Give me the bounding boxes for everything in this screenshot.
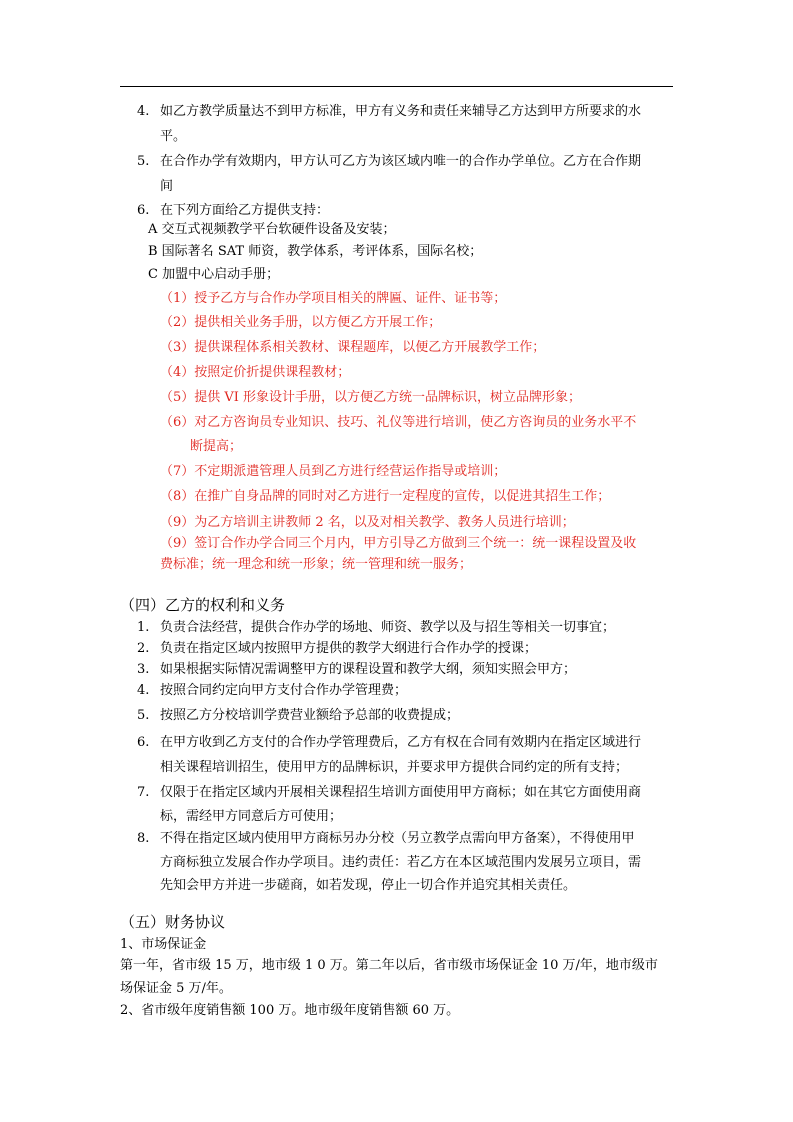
list-item-text: 按照合同约定向甲方支付合作办学管理费； bbox=[160, 683, 408, 698]
support-option: A 交互式视频教学平台软硬件设备及安装； bbox=[148, 222, 396, 237]
list-item-text: 平。 bbox=[160, 129, 187, 144]
list-number: 4. bbox=[137, 104, 150, 119]
list-item-text: 负责在指定区域内按照甲方提供的教学大纲进行合作办学的授课； bbox=[160, 641, 538, 656]
list-item-text: 仅限于在指定区域内开展相关课程招生培训方面使用甲方商标；如在其它方面使用商 bbox=[160, 785, 642, 800]
list-number: 3. bbox=[137, 662, 150, 677]
manual-item: （1）授予乙方与合作办学项目相关的牌匾、证件、证书等； bbox=[160, 291, 507, 306]
list-item-text: 在合作办学有效期内，甲方认可乙方为该区域内唯一的合作办学单位。乙方在合作期 bbox=[160, 154, 642, 169]
list-item-text: 在下列方面给乙方提供支持： bbox=[160, 203, 330, 218]
body-text: 2、省市级年度销售额 100 万。地市级年度销售额 60 万。 bbox=[120, 1003, 460, 1018]
list-number: 5. bbox=[137, 708, 150, 723]
list-item-text: 间 bbox=[160, 179, 174, 194]
manual-item: （3）提供课程体系相关教材、课程题库，以便乙方开展教学工作； bbox=[160, 340, 546, 355]
manual-item: 费标准；统一理念和统一形象；统一管理和统一服务； bbox=[160, 557, 473, 572]
manual-item: （4）按照定价折提供课程教材； bbox=[160, 365, 351, 380]
support-option: B 国际著名 SAT 师资，教学体系，考评体系，国际名校； bbox=[148, 244, 483, 259]
support-option: C 加盟中心启动手册； bbox=[148, 267, 280, 282]
list-number: 5. bbox=[137, 154, 150, 169]
list-item-text: 相关课程培训招生，使用甲方的品牌标识，并要求甲方提供合同约定的所有支持； bbox=[160, 760, 629, 775]
list-number: 2. bbox=[137, 641, 150, 656]
manual-item: （9）签订合作办学合同三个月内，甲方引导乙方做到三个统一：统一课程设置及收 bbox=[160, 536, 637, 551]
manual-item: 断提高； bbox=[190, 439, 243, 454]
list-item-text: 如乙方教学质量达不到甲方标准，甲方有义务和责任来辅导乙方达到甲方所要求的水 bbox=[160, 104, 642, 119]
list-number: 8. bbox=[137, 831, 150, 846]
body-text: 1、市场保证金 bbox=[120, 937, 207, 952]
list-number: 1. bbox=[137, 620, 150, 635]
manual-item: （9）为乙方培训主讲教师 2 名，以及对相关教学、教务人员进行培训； bbox=[160, 515, 575, 530]
manual-item: （7）不定期派遣管理人员到乙方进行经营运作指导或培训； bbox=[160, 464, 507, 479]
list-item-text: 按照乙方分校培训学费营业额给予总部的收费提成； bbox=[160, 708, 460, 723]
list-item-text: 先知会甲方并进一步磋商，如若发现，停止一切合作并追究其相关责任。 bbox=[160, 878, 577, 893]
manual-item: （5）提供 VI 形象设计手册，以方便乙方统一品牌标识，树立品牌形象； bbox=[160, 390, 582, 405]
list-item-text: 如果根据实际情况需调整甲方的课程设置和教学大纲，须知实照会甲方； bbox=[160, 662, 577, 677]
list-number: 6. bbox=[137, 735, 150, 750]
section-heading: （五）财务协议 bbox=[120, 913, 226, 931]
manual-item: （6）对乙方咨询员专业知识、技巧、礼仪等进行培训，使乙方咨询员的业务水平不 bbox=[160, 415, 637, 430]
list-item-text: 在甲方收到乙方支付的合作办学管理费后，乙方有权在合同有效期内在指定区域进行 bbox=[160, 735, 642, 750]
list-item-text: 不得在指定区域内使用甲方商标另办分校（另立教学点需向甲方备案），不得使用甲 bbox=[160, 831, 635, 846]
list-item-text: 标，需经甲方同意后方可使用； bbox=[160, 809, 343, 824]
body-text: 场保证金 5 万/年。 bbox=[120, 981, 232, 996]
list-item-text: 方商标独立发展合作办学项目。违约责任：若乙方在本区域范围内发展另立项目，需 bbox=[160, 855, 642, 870]
header-rule bbox=[120, 86, 673, 87]
manual-item: （2）提供相关业务手册，以方便乙方开展工作； bbox=[160, 315, 442, 330]
body-text: 第一年，省市级 15 万，地市级 1 0 万。第二年以后，省市级市场保证金 10 万/年，地市级市 bbox=[120, 958, 658, 973]
list-item-text: 负责合法经营，提供合作办学的场地、师资、教学以及与招生等相关一切事宜； bbox=[160, 620, 616, 635]
manual-item: （8）在推广自身品牌的同时对乙方进行一定程度的宣传，以促进其招生工作； bbox=[160, 489, 611, 504]
list-number: 7. bbox=[137, 785, 150, 800]
list-number: 4. bbox=[137, 683, 150, 698]
list-number: 6. bbox=[137, 203, 150, 218]
section-heading: （四）乙方的权利和义务 bbox=[120, 596, 286, 614]
